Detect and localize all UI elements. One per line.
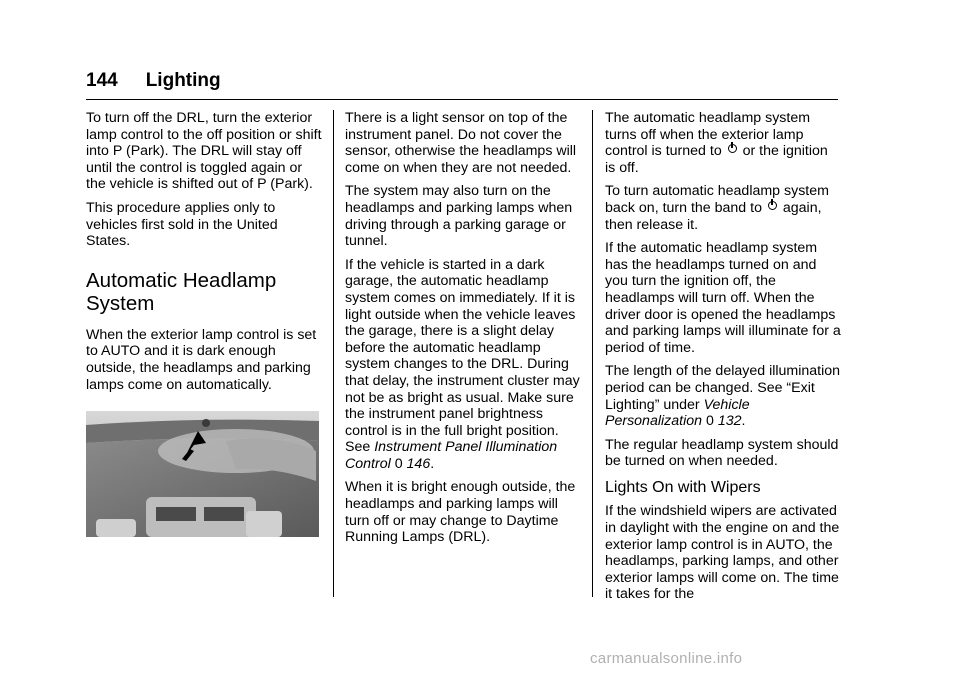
section-heading: Automatic Headlamp System — [86, 268, 277, 315]
paragraph: If the windshield wipers are activated in daylight with the engine on and the exterior lamp control is in AUTO, the headlamps, parking lamps, and other exterior lamps will come on. The time it takes for the — [605, 503, 840, 603]
paragraph: If the automatic headlamp system has the headlamps turned on and you turn the ignition off, the headlamps will turn off. When the driver door is opened the headlamps and parking lamps will illuminate for a period of time. — [605, 240, 841, 356]
paragraph-text: or the ignition is off. — [605, 143, 828, 176]
paragraph: When the exterior lamp control is set to AUTO and it is dark enough outside, the headlamps and parking lamps come on automatically. — [86, 326, 317, 393]
cross-reference-link[interactable]: Vehicle Personalization — [605, 396, 750, 430]
section-title: Lighting — [145, 70, 221, 91]
punctuation: . — [430, 455, 435, 472]
paragraph — [605, 363, 841, 429]
page-ref-number: 132 — [717, 413, 742, 430]
power-off-icon — [728, 144, 737, 153]
paragraph: There is a light sensor on top of the instrument panel. Do not cover the sensor, otherwise the headlamps will come on when they are not needed. — [345, 110, 577, 176]
column-1 — [86, 110, 322, 400]
paragraph — [345, 257, 581, 473]
power-off-icon — [768, 201, 777, 210]
punctuation: . — [741, 413, 746, 430]
page-ref-arrow-icon: 0 — [394, 455, 403, 472]
paragraph: To turn off the DRL, turn the exterior lamp control to the off position or shift into P (Park). The DRL will stay off until the control is toggled again or the vehicle is shifted out of P (Park). — [86, 110, 322, 193]
page-ref-number: 146 — [406, 455, 431, 472]
paragraph-text: The length of the delayed illumination period can be changed. See “Exit Lighting” under — [605, 363, 841, 413]
paragraph: When it is bright enough outside, the headlamps and parking lamps will turn off or may change to Daytime Running Lamps (DRL). — [345, 479, 576, 546]
paragraph: The regular headlamp system should be turned on when needed. — [605, 436, 839, 470]
watermark: carmanualsonline.info — [590, 650, 743, 667]
paragraph — [605, 183, 841, 233]
paragraph-text: The automatic headlamp system turns off when the exterior lamp control is turned to — [605, 110, 811, 160]
page-reference[interactable] — [706, 413, 742, 429]
dashboard-light-sensor-photo — [86, 411, 319, 537]
page-ref-arrow-icon: 0 — [705, 413, 714, 430]
page-reference[interactable] — [395, 456, 431, 472]
column-divider-1 — [333, 110, 334, 597]
paragraph: The system may also turn on the headlamps and parking lamps when driving through a parking garage or tunnel. — [345, 183, 573, 250]
column-3 — [605, 110, 841, 610]
paragraph: This procedure applies only to vehicles first sold in the United States. — [86, 199, 278, 250]
paragraph-text: To turn automatic headlamp system back on, turn the band to — [605, 183, 829, 216]
cross-reference-link[interactable]: Instrument Panel Illumination Control — [345, 439, 558, 472]
column-divider-2 — [592, 110, 593, 597]
column-2 — [345, 110, 581, 553]
page-header — [86, 70, 838, 92]
paragraph-text: If the vehicle is started in a dark garage, the automatic headlamp system comes on immediately. If it is light outside when the vehicle leaves the garage, there is a slight delay before the automatic headlamp system changes to the DRL. During that delay, the instrument cluster may not be as bright as usual. Make sure the instrument panel brightness control is in the full bright position. See — [345, 256, 580, 456]
paragraph — [605, 110, 841, 176]
header-rule — [86, 99, 838, 100]
page-number: 144 — [86, 70, 118, 91]
paragraph-text: again, then release it. — [605, 199, 822, 233]
subsection-heading: Lights On with Wipers — [605, 478, 761, 496]
